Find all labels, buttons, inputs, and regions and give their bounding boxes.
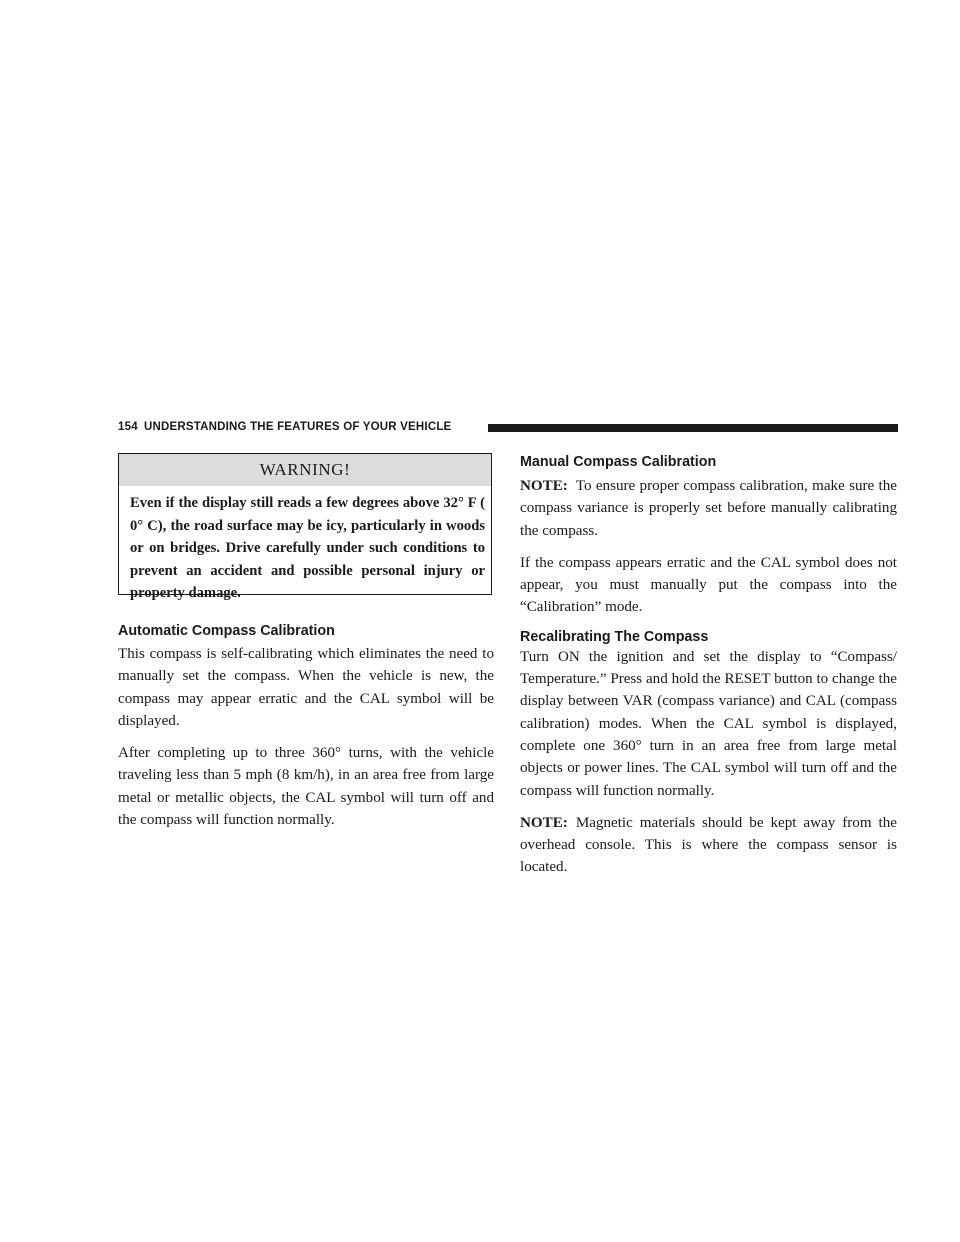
page-header <box>118 419 898 439</box>
warning-box <box>118 453 492 602</box>
manual-cal-para: If the compass appears erratic and the CAL symbol does not appear, you must manually put the compass into the “Calibration” mode. <box>520 554 897 616</box>
auto-cal-para-1: This compass is self-calibrating which eliminates the need to manually set the compass. When the vehicle is new, the compass may appear erratic and the CAL symbol will be displayed. <box>118 646 494 729</box>
note-text: To ensure proper compass calibration, make sure the compass variance is properly set before manually calibrating the compass. <box>520 478 897 539</box>
note-label: NOTE: <box>520 814 568 831</box>
left-column <box>118 453 494 831</box>
recal-para: Turn ON the ignition and set the display to “Compass/ Temperature.” Press and hold the RESET button to change the display between VAR (compass variance) and CAL (compass calibration) modes. When the CAL symbol is displayed, complete one 360° turn in an area free from large metal objects or power lines. The CAL symbol will turn off and the compass will function normally. <box>520 648 897 799</box>
recal-heading: Recalibrating The Compass <box>520 628 709 645</box>
header-title: UNDERSTANDING THE FEATURES OF YOUR VEHICLE <box>144 421 452 433</box>
manual-cal-note <box>520 475 897 542</box>
auto-cal-heading: Automatic Compass Calibration <box>118 623 335 639</box>
manual-cal-heading: Manual Compass Calibration <box>520 454 717 470</box>
page-number: 154 <box>118 421 138 433</box>
right-column <box>520 453 897 879</box>
note-label: NOTE: <box>520 478 568 494</box>
header-rule <box>488 424 898 432</box>
auto-cal-para-2: After completing up to three 360° turns, with the vehicle traveling less than 5 mph (8 km/h), in an area free from large metal or metallic objects, the CAL symbol will turn off and the compass will function normally. <box>118 745 494 829</box>
warning-title: WARNING! <box>119 454 491 486</box>
warning-body: Even if the display still reads a few degrees above 32° F ( 0° C), the road surface may be icy, particularly in woods or on bridges. Drive carefully under such conditions to prevent an accident and possible personal injury or property damage. <box>130 495 485 602</box>
recal-note <box>520 812 897 879</box>
note-text: Magnetic materials should be kept away from the overhead console. This is where the compass sensor is located. <box>520 814 897 876</box>
